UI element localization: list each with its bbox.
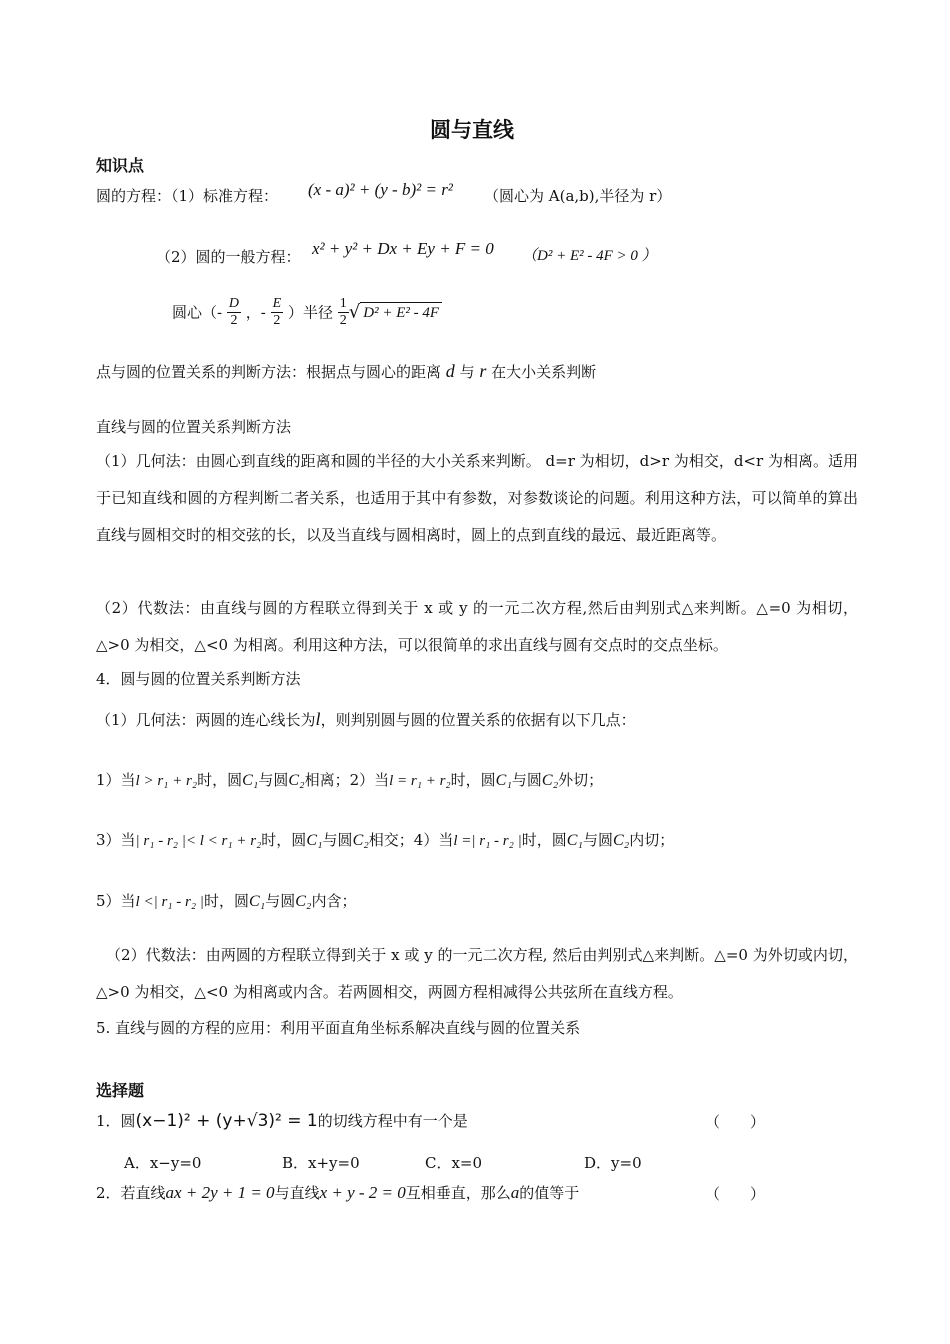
radius-fraction-denominator: 2 — [339, 313, 347, 328]
case-3-result: 相交；4）当 — [368, 831, 454, 849]
case-5-prefix: 5）当 — [96, 892, 136, 910]
case-1-formula: l > r₁ + r₂ — [135, 773, 198, 789]
question-1-option-b[interactable]: B．x+y=0 — [282, 1154, 360, 1172]
general-equation-formula: x² + y² + Dx + Ey + F = 0 — [312, 239, 494, 258]
case-4-and: 与圆 — [582, 831, 613, 849]
center-open-paren: （- — [202, 303, 223, 322]
center-separator: ，- — [245, 303, 266, 322]
case-5-text: 时，圆 — [203, 892, 249, 910]
point-circle-text: 点与圆的位置关系的判断方法：根据点与圆心的距离 — [96, 363, 442, 381]
circle-circle-algebraic-method: （2）代数法：由两圆的方程联立得到关于 x 或 y 的一元二次方程, 然后由判别式△来判断。△=0 为外切或内切，△>0 为相交，△<0 为相离或内含。若两圆相交，两圆方程相减得公共弦所在直线方程。 — [96, 946, 858, 1001]
sqrt-icon: √ — [348, 301, 361, 323]
distance-symbol: d — [445, 361, 455, 381]
circle-c2-symbol: C₂ — [352, 832, 369, 849]
circle-circle-heading: 4．圆与圆的位置关系判断方法 — [96, 670, 301, 688]
line-circle-heading: 直线与圆的位置关系判断方法 — [96, 418, 292, 436]
question-1-option-c[interactable]: C．x=0 — [425, 1154, 483, 1172]
question-2-formula-1: ax + 2y + 1 = 0 — [165, 1183, 275, 1202]
case-4-result: 内切； — [629, 831, 675, 849]
line-circle-geometric-method: （1）几何法：由圆心到直线的距离和圆的半径的大小关系来判断。 d=r 为相切，d>r 为相交，d<r 为相离。适用于已知直线和圆的方程判断二者关系，也适用于其中有参数，对参数谈论的问题。利用这种方法，可以简单的算出直线与圆相交时的相交弦的长，以及当直线与圆相离时，圆上的点到直线的最远、最近距离等。 — [96, 452, 858, 544]
case-1-prefix: 1）当 — [96, 771, 136, 789]
case-1-result: 相离；2）当 — [304, 771, 390, 789]
radius-fraction-numerator: 1 — [339, 296, 347, 311]
section-heading-choice: 选择题 — [96, 1081, 145, 1100]
page-title: 圆与直线 — [430, 118, 514, 142]
fraction-denominator: 2 — [230, 313, 238, 328]
standard-equation-line — [96, 186, 278, 206]
case-3-prefix: 3）当 — [96, 831, 136, 849]
question-2-answer-blank[interactable]: （ ） — [705, 1187, 766, 1203]
case-1-and: 与圆 — [258, 771, 289, 789]
case-3-4-line — [96, 830, 674, 851]
case-5-result: 内含； — [311, 892, 357, 910]
circle-c2-symbol: C₂ — [288, 772, 305, 789]
question-2-text-b: 互相垂直，那么 — [405, 1184, 511, 1202]
fraction-numerator-e: E — [272, 296, 282, 311]
question-1-option-d[interactable]: D．y=0 — [584, 1154, 642, 1172]
case-5-and: 与圆 — [265, 892, 296, 910]
point-circle-text-end: 在大小关系判断 — [491, 363, 597, 381]
case-4-text: 时，圆 — [521, 831, 567, 849]
center-distance-symbol: l — [315, 709, 321, 729]
standard-equation-label: 圆的方程：（1）标准方程： — [96, 187, 279, 205]
center-x-fraction — [227, 296, 241, 329]
question-2-formula-2: x + y - 2 = 0 — [319, 1183, 406, 1202]
question-2-number: 2．若直线 — [96, 1184, 166, 1202]
fraction-denominator: 2 — [273, 313, 281, 328]
point-circle-text-and: 与 — [459, 363, 475, 381]
question-1-formula: (x−1)² + (y+√3)² = 1 — [135, 1111, 318, 1131]
case-2-text: 时，圆 — [450, 771, 496, 789]
question-2 — [96, 1183, 579, 1203]
circle-c1-symbol: C₁ — [242, 772, 259, 789]
case-5-formula: l <| r₁ - r₂ | — [135, 894, 204, 910]
radius-sqrt-expression: D² + E² - 4F — [360, 302, 442, 323]
case-3-and: 与圆 — [322, 831, 353, 849]
center-label: 圆心 — [172, 303, 203, 322]
question-1-answer-blank[interactable]: （ ） — [705, 1115, 766, 1131]
point-circle-relation — [96, 361, 596, 382]
case-1-2-line — [96, 770, 603, 791]
circle-c1-symbol: C₁ — [495, 772, 512, 789]
circle-c1-symbol: C₁ — [248, 893, 266, 910]
case-4-formula: l =| r₁ - r₂ | — [453, 833, 522, 849]
question-1-number: 1．圆 — [96, 1112, 136, 1130]
application-line: 5. 直线与圆的方程的应用：利用平面直角坐标系解决直线与圆的位置关系 — [96, 1019, 581, 1037]
standard-equation-formula: (x - a)² + (y - b)² = r² — [308, 180, 453, 199]
center-y-fraction — [271, 296, 284, 329]
geo-intro-text-end: ，则判别圆与圆的位置关系的依据有以下几点： — [320, 711, 636, 729]
general-equation-label: （2）圆的一般方程： — [156, 248, 301, 266]
case-3-formula: | r₁ - r₂ |< l < r₁ + r₂ — [135, 833, 262, 849]
circle-c2-symbol: C₂ — [541, 772, 559, 789]
question-1 — [96, 1111, 468, 1131]
circle-c1-symbol: C₁ — [306, 832, 323, 849]
question-1-text: 的切线方程中有一个是 — [317, 1112, 468, 1130]
section-heading-knowledge: 知识点 — [96, 156, 145, 175]
case-5-line — [96, 891, 356, 912]
case-3-text: 时，圆 — [261, 831, 307, 849]
question-2-text-a: 与直线 — [274, 1184, 320, 1202]
general-equation-condition: （D² + E² - 4F > 0 ） — [522, 248, 657, 264]
question-1-option-a[interactable]: A．x−y=0 — [124, 1154, 202, 1172]
standard-equation-note: （圆心为 A(a,b),半径为 r） — [484, 187, 672, 205]
case-1-text: 时，圆 — [197, 771, 243, 789]
case-2-and: 与圆 — [511, 771, 542, 789]
case-2-formula: l = r₁ + r₂ — [389, 773, 451, 789]
radius-label: ）半径 — [287, 303, 333, 322]
line-circle-algebraic-method: （2）代数法：由直线与圆的方程联立得到关于 x 或 y 的一元二次方程,然后由判别式△来判断。△=0 为相切，△>0 为相交，△<0 为相离。利用这种方法，可以很简单的求出直线与圆有交点时的交点坐标。 — [96, 599, 858, 654]
fraction-numerator-d: D — [228, 296, 239, 311]
circle-circle-geometric-intro — [96, 709, 636, 730]
circle-c2-symbol: C₂ — [295, 893, 312, 910]
circle-c2-symbol: C₂ — [613, 832, 630, 849]
question-2-text-c: 的值等于 — [519, 1184, 580, 1202]
radius-symbol: r — [479, 361, 487, 381]
case-2-result: 外切； — [558, 771, 604, 789]
geo-intro-text: （1）几何法：两圆的连心线长为 — [96, 711, 316, 729]
center-radius-line — [172, 296, 442, 329]
circle-c1-symbol: C₁ — [566, 832, 583, 849]
radius-fraction — [338, 296, 349, 329]
question-2-variable-a: a — [510, 1183, 520, 1202]
